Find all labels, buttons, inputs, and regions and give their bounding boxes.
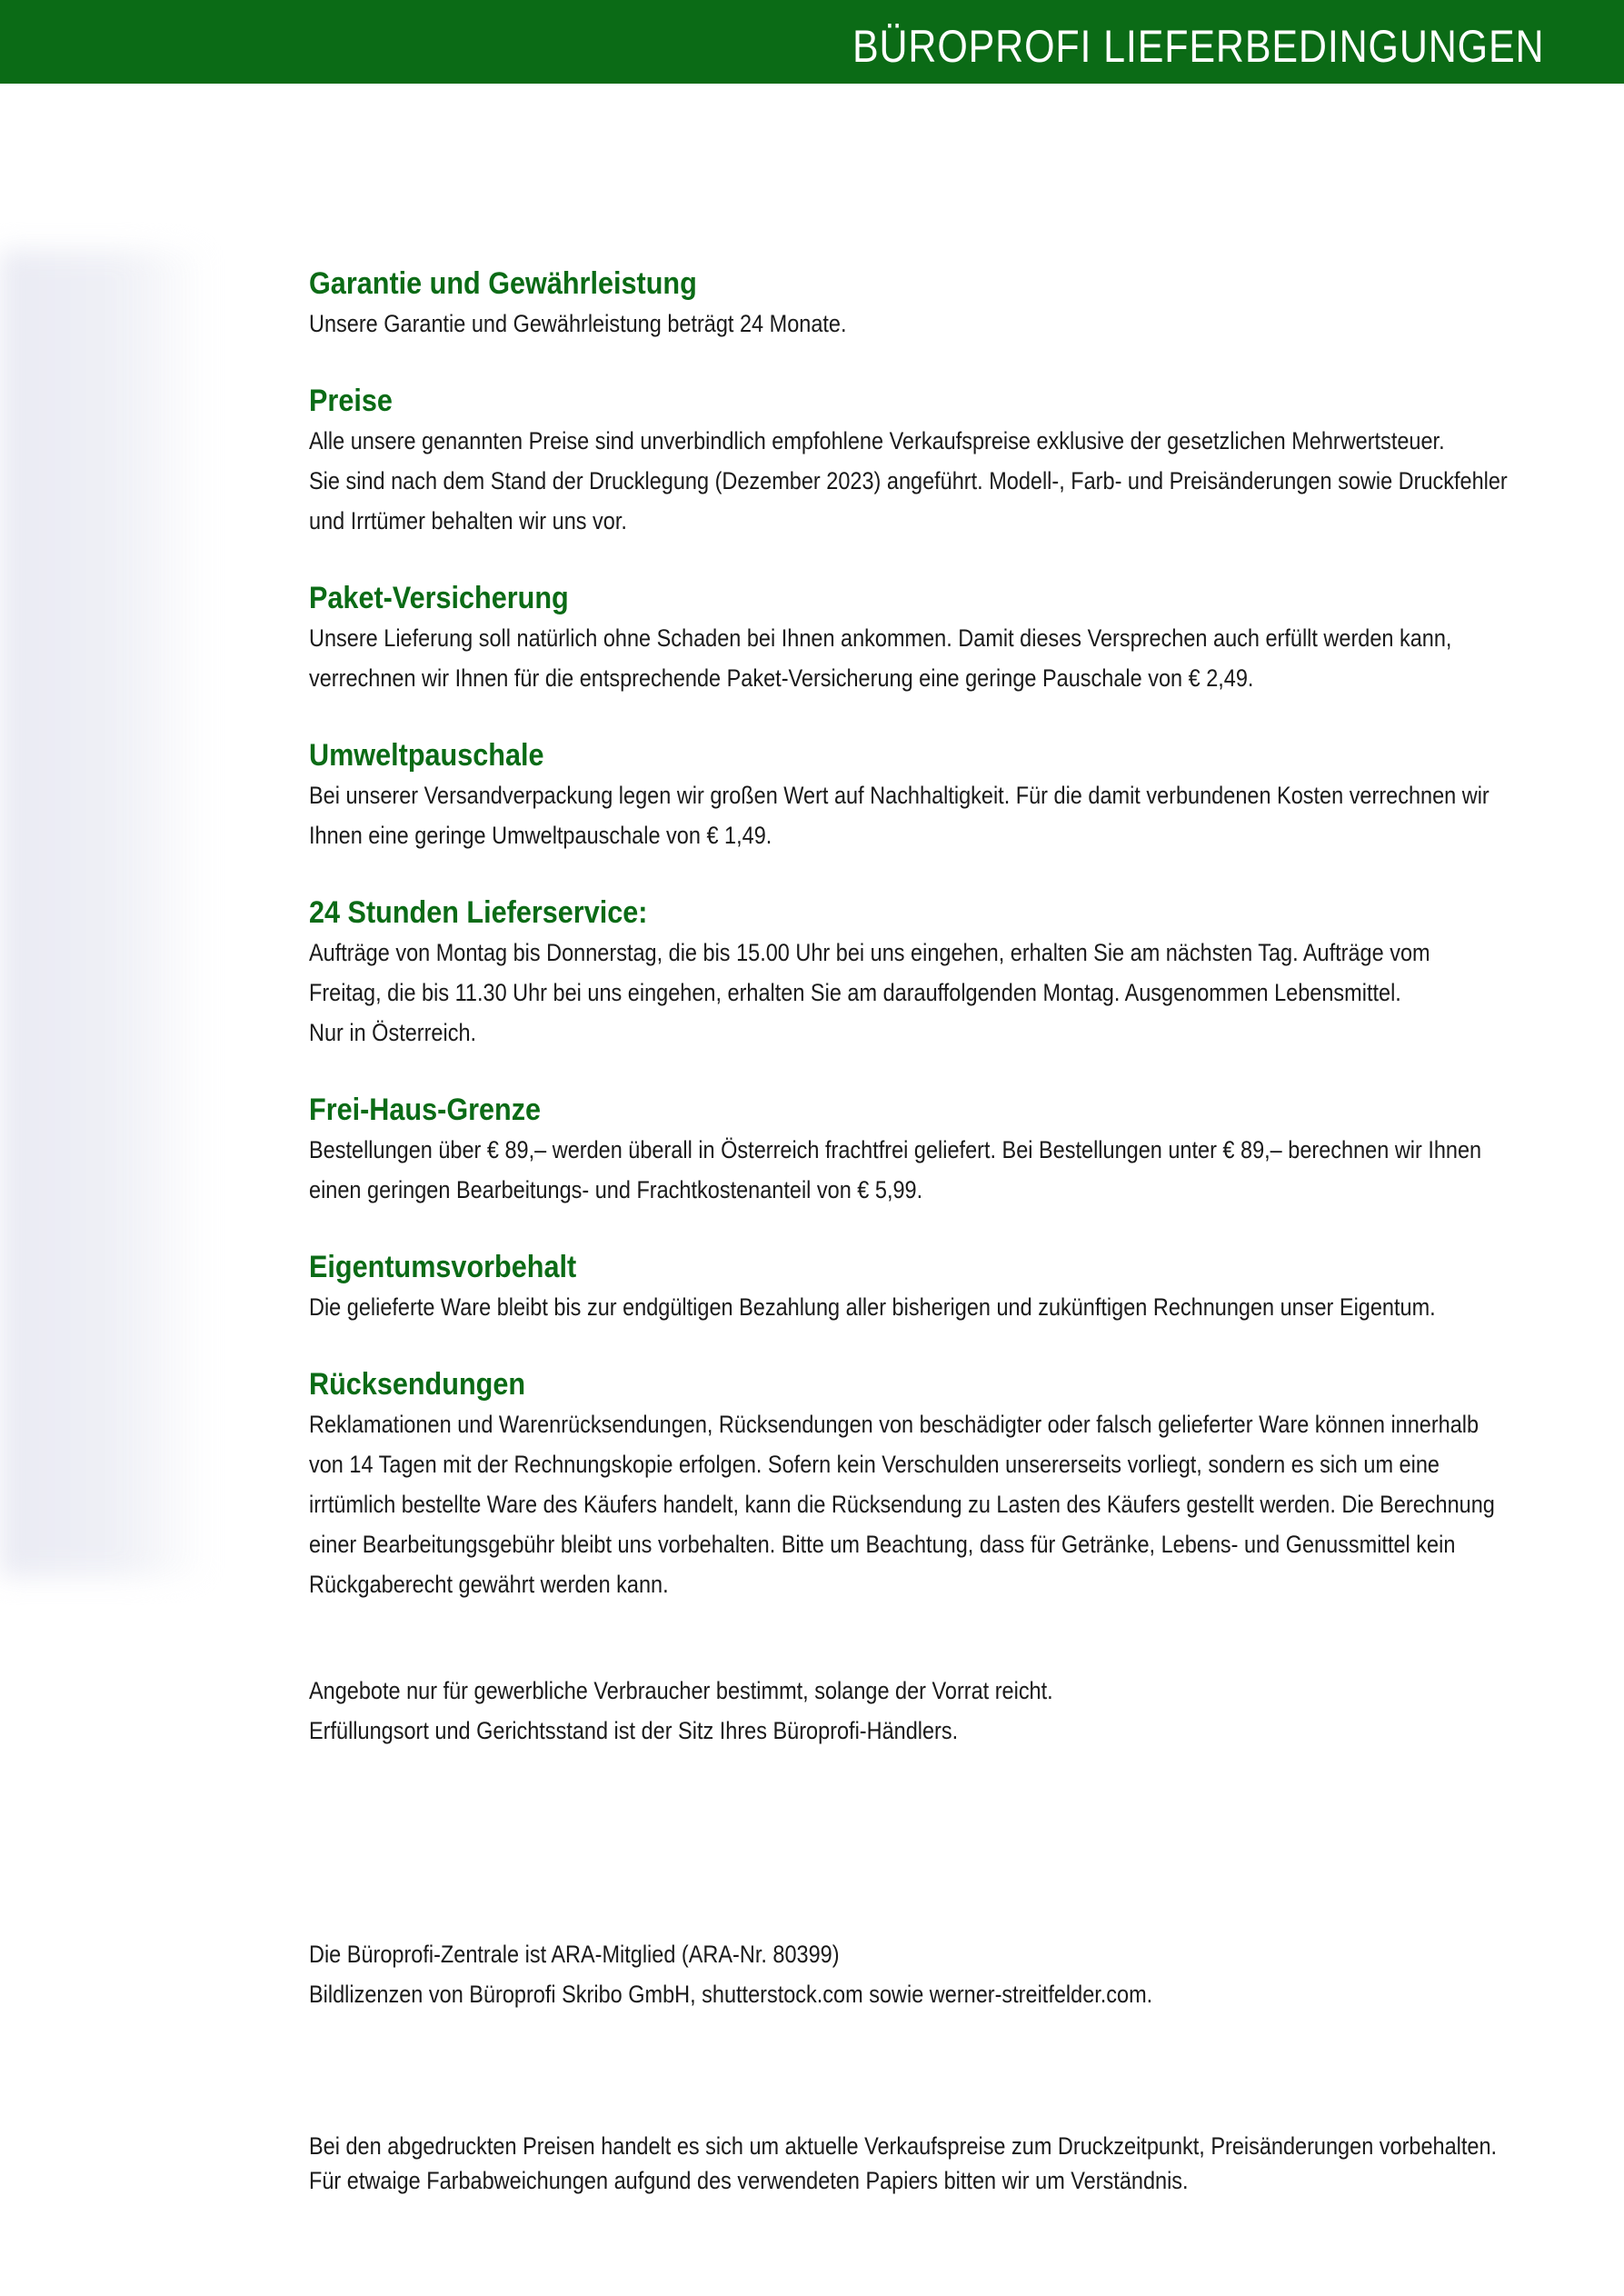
section-text-line: Nur in Österreich. — [309, 1019, 477, 1046]
section-text-line: Die gelieferte Ware bleibt bis zur endgültigen Bezahlung aller bisherigen und zukünftigen Rechnungen unser Eigentum. — [309, 1293, 1436, 1321]
section-text-line: Reklamationen und Warenrücksendungen, Rücksendungen von beschädigter oder falsch gelieferter Ware können innerhalb — [309, 1411, 1480, 1438]
footer-line: Für etwaige Farbabweichungen aufgund des verwendeten Papiers bitten wir um Verständnis. — [309, 2167, 1189, 2194]
section-text-line: irrtümlich bestellte Ware des Käufers handelt, kann die Rücksendung zu Lasten des Käufers gestellt werden. Die Berechnung — [309, 1491, 1495, 1518]
footer-line: Bildlizenzen von Büroprofi Skribo GmbH, shutterstock.com sowie werner-streitfelder.com. — [309, 1981, 1153, 2008]
section-title: Rücksendungen — [309, 1367, 526, 1402]
section-text-line: Unsere Garantie und Gewährleistung beträgt 24 Monate. — [309, 310, 847, 337]
footer-line: Bei den abgedruckten Preisen handelt es sich um aktuelle Verkaufspreise zum Druckzeitpunkt, Preisänderungen vorbehalten. — [309, 2132, 1498, 2160]
section-frei-haus-grenze — [309, 1090, 1554, 1210]
section-text-line: einer Bearbeitungsgebühr bleibt uns vorbehalten. Bitte um Beachtung, dass für Getränke, Lebens- und Genussmittel kein — [309, 1531, 1456, 1558]
section-paket-versicherung — [309, 578, 1554, 698]
footer-disclaimer — [309, 2129, 1554, 2198]
section-garantie — [309, 264, 1554, 344]
section-lieferservice — [309, 893, 1554, 1053]
section-title: Umweltpauschale — [309, 738, 544, 773]
conditions-content — [309, 264, 1554, 1642]
page-title: BÜROPROFI LIEFERBEDINGUNGEN — [852, 21, 1544, 72]
section-text-line: Rückgaberecht gewährt werden kann. — [309, 1571, 669, 1598]
section-title: 24 Stunden Lieferservice: — [309, 895, 648, 930]
section-text-line: und Irrtümer behalten wir uns vor. — [309, 507, 627, 534]
section-text-line: Sie sind nach dem Stand der Drucklegung (Dezember 2023) angeführt. Modell-, Farb- und Preisänderungen sowie Druckfehler — [309, 467, 1508, 494]
general-notes — [309, 1671, 1554, 1751]
section-text-line: Aufträge von Montag bis Donnerstag, die bis 15.00 Uhr bei uns eingehen, erhalten Sie am nächsten Tag. Aufträge vom — [309, 939, 1430, 966]
section-title: Paket-Versicherung — [309, 581, 569, 615]
section-text-line: Bei unserer Versandverpackung legen wir großen Wert auf Nachhaltigkeit. Für die damit verbundenen Kosten verrechnen wir — [309, 782, 1489, 809]
section-text-line: Unsere Lieferung soll natürlich ohne Schaden bei Ihnen ankommen. Damit dieses Versprechen auch erfüllt werden kann, — [309, 624, 1452, 652]
section-title: Garantie und Gewährleistung — [309, 266, 697, 301]
section-title: Eigentumsvorbehalt — [309, 1250, 577, 1284]
section-text-line: Alle unsere genannten Preise sind unverbindlich empfohlene Verkaufspreise exklusive der gesetzlichen Mehrwertsteuer. — [309, 427, 1445, 454]
section-preise — [309, 381, 1554, 541]
section-text-line: Bestellungen über € 89,– werden überall in Österreich frachtfrei geliefert. Bei Bestellungen unter € 89,– berechnen wir Ihnen — [309, 1136, 1482, 1163]
section-title: Frei-Haus-Grenze — [309, 1093, 542, 1127]
section-text-line: Freitag, die bis 11.30 Uhr bei uns eingehen, erhalten Sie am darauffolgenden Montag. Ausgenommen Lebensmittel. — [309, 979, 1401, 1006]
section-text-line: Ihnen eine geringe Umweltpauschale von € 1,49. — [309, 822, 772, 849]
footer-ara — [309, 1934, 1554, 2014]
section-ruecksendungen — [309, 1364, 1554, 1604]
section-umweltpauschale — [309, 735, 1554, 855]
section-text-line: verrechnen wir Ihnen für die entsprechende Paket-Versicherung eine geringe Pauschale von € 2,49. — [309, 664, 1254, 692]
footer-line: Die Büroprofi-Zentrale ist ARA-Mitglied (ARA-Nr. 80399) — [309, 1941, 840, 1968]
side-shade — [0, 250, 209, 1577]
note-line: Erfüllungsort und Gerichtsstand ist der Sitz Ihres Büroprofi-Händlers. — [309, 1717, 959, 1744]
section-text-line: einen geringen Bearbeitungs- und Frachtkostenanteil von € 5,99. — [309, 1176, 923, 1203]
note-line: Angebote nur für gewerbliche Verbraucher bestimmt, solange der Vorrat reicht. — [309, 1677, 1053, 1704]
section-text-line: von 14 Tagen mit der Rechnungskopie erfolgen. Sofern kein Verschulden unsererseits vorliegt, sondern es sich um eine — [309, 1451, 1440, 1478]
section-title: Preise — [309, 384, 393, 418]
header-bar — [0, 0, 1624, 84]
section-eigentumsvorbehalt — [309, 1247, 1554, 1327]
